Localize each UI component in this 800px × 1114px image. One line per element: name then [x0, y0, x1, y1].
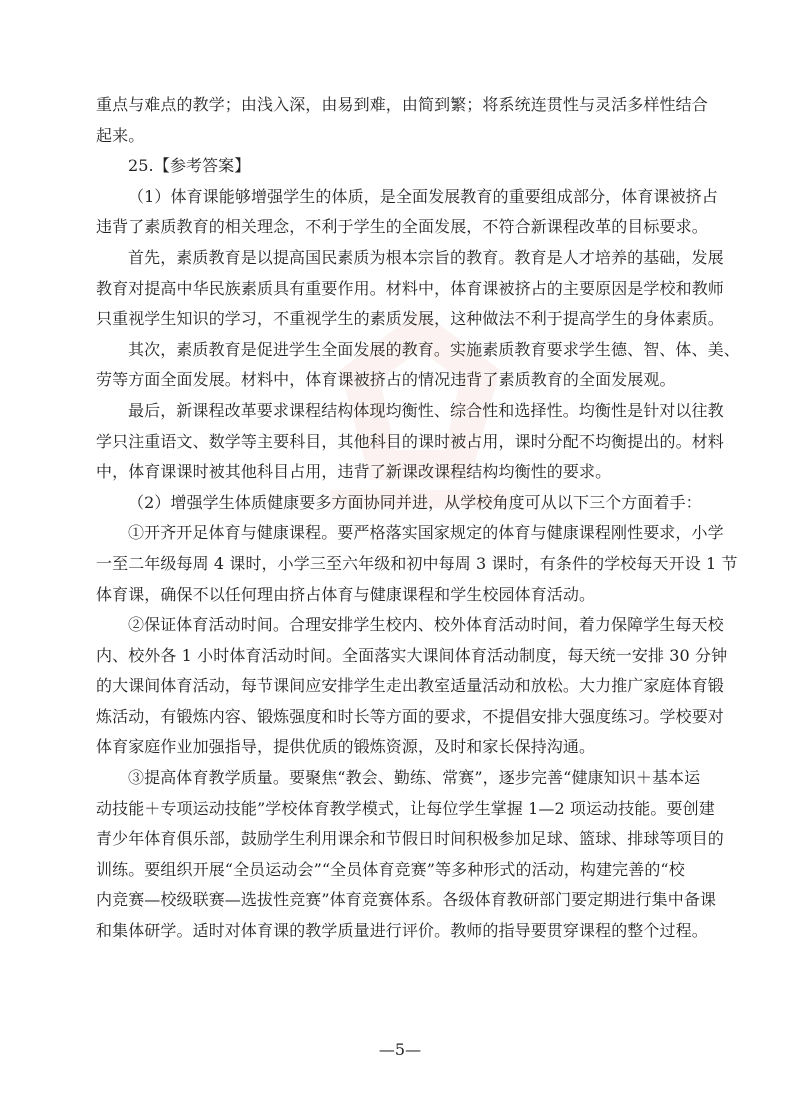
text-line: ①开齐开足体育与健康课程。要严格落实国家规定的体育与健康课程刚性要求，小学 — [128, 523, 724, 543]
text-line: ②保证体育活动时间。合理安排学生校内、校外体育活动时间，着力保障学生每天校 — [128, 615, 724, 635]
text-line: 体育课，确保不以任何理由挤占体育与健康课程和学生校园体育活动。 — [96, 584, 596, 604]
page-number: —5— — [378, 1040, 422, 1059]
text-line: 起来。 — [96, 125, 145, 145]
text-line: ③提高体育教学质量。要聚焦“教会、勤练、常赛”，逐步完善“健康知识＋基本运 — [128, 768, 701, 788]
text-line: （2）增强学生体质健康要多方面协同并进，从学校角度可从以下三个方面着手： — [128, 492, 702, 512]
text-line: 首先，素质教育是以提高国民素质为根本宗旨的教育。教育是人才培养的基础，发展 — [128, 247, 724, 267]
text-line: （1）体育课能够增强学生的体质，是全面发展教育的重要组成部分，体育课被挤占 — [128, 186, 718, 206]
text-line: 和集体研学。适时对体育课的教学质量进行评价。教师的指导要贯穿课程的整个过程。 — [96, 921, 708, 941]
text-line: 重点与难点的教学；由浅入深，由易到难，由简到繁；将系统连贯性与灵活多样性结合 — [96, 95, 708, 114]
text-line: 学只注重语文、数学等主要科目，其他科目的课时被占用，课时分配不均衡提出的。材料 — [96, 431, 724, 451]
document-body — [96, 90, 740, 947]
text-line: 动技能＋专项运动技能”学校体育教学模式，让每位学生掌握 1—2 项运动技能。要创建 — [96, 798, 715, 818]
text-line: 炼活动，有锻炼内容、锻炼强度和时长等方面的要求，不提倡安排大强度练习。学校要对 — [96, 706, 724, 726]
question-heading: 25.【参考答案】 — [128, 156, 251, 176]
text-line: 最后，新课程改革要求课程结构体现均衡性、综合性和选择性。均衡性是针对以往教 — [128, 400, 724, 420]
text-line: 内竞赛—校级联赛—选拔性竞赛”体育竞赛体系。各级体育教研部门要定期进行集中备课 — [96, 890, 717, 910]
text-line: 青少年体育俱乐部，鼓励学生利用课余和节假日时间积极参加足球、篮球、排球等项目的 — [96, 829, 724, 849]
text-line: 只重视学生知识的学习，不重视学生的素质发展，这种做法不利于提高学生的身体素质。 — [96, 309, 724, 329]
text-line: 一至二年级每周 4 课时，小学三至六年级和初中每周 3 课时，有条件的学校每天开设 1 节 — [96, 553, 738, 573]
text-line: 内、校外各 1 小时体育活动时间。全面落实大课间体育活动制度，每天统一安排 30 分钟 — [96, 645, 728, 665]
text-line: 其次，素质教育是促进学生全面发展的教育。实施素质教育要求学生德、智、体、美、 — [128, 339, 740, 359]
text-line: 违背了素质教育的相关理念，不利于学生的全面发展，不符合新课程改革的目标要求。 — [96, 217, 708, 237]
text-line: 教育对提高中华民族素质具有重要作用。材料中，体育课被挤占的主要原因是学校和教师 — [96, 278, 724, 298]
text-line: 的大课间体育活动，每节课间应安排学生走出教室适量活动和放松。大力推广家庭体育锻 — [96, 676, 724, 696]
text-line: 体育家庭作业加强指导，提供优质的锻炼资源，及时和家长保持沟通。 — [96, 737, 596, 757]
text-line: 中，体育课课时被其他科目占用，违背了新课改课程结构均衡性的要求。 — [96, 462, 612, 482]
text-line: 训练。要组织开展“全员运动会”“全员体育竞赛”等多种形式的活动，构建完善的“校 — [96, 859, 685, 879]
text-line: 劳等方面全面发展。材料中，体育课被挤占的情况违背了素质教育的全面发展观。 — [96, 370, 676, 390]
